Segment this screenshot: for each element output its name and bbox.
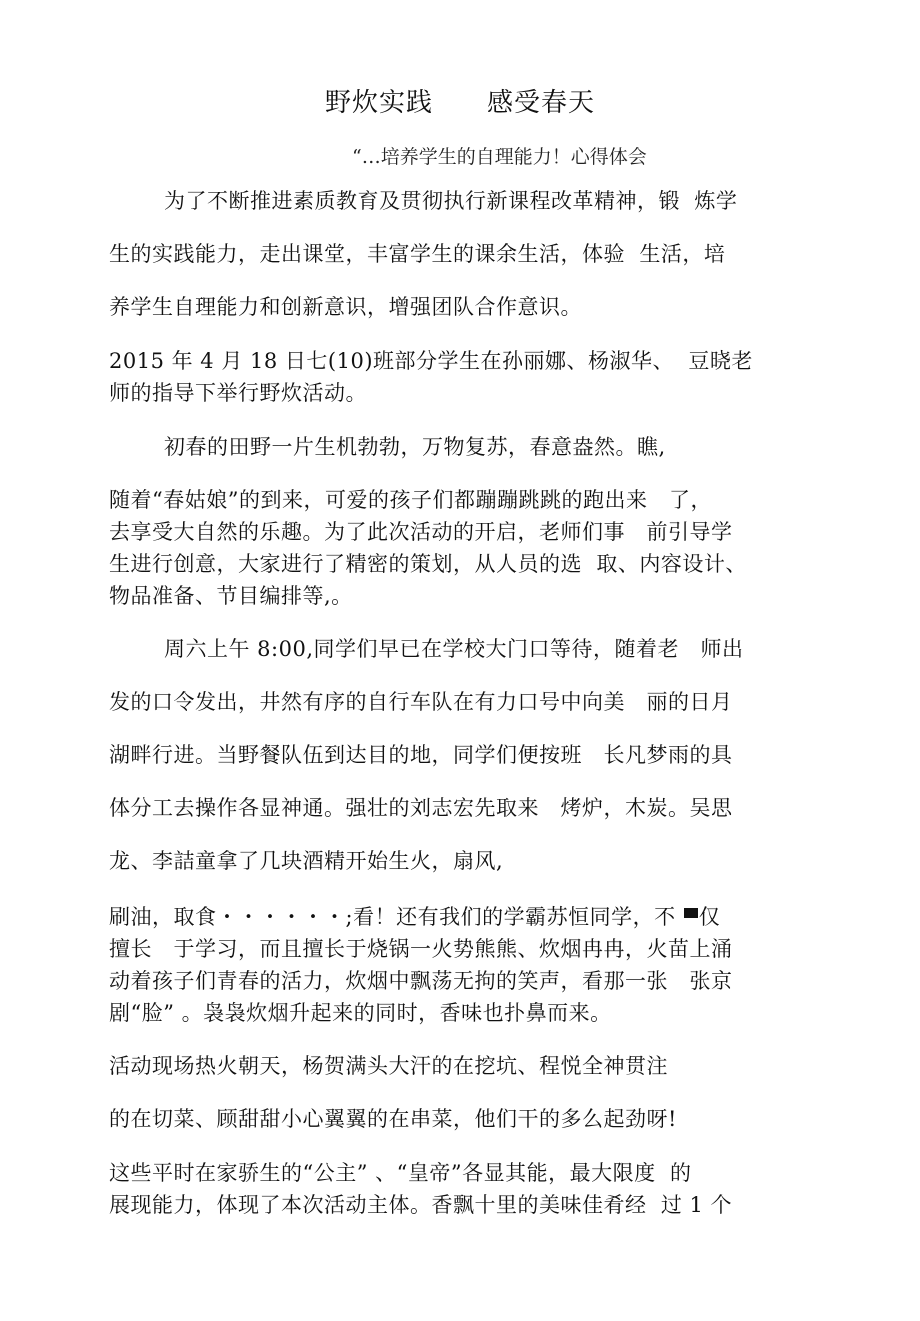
document-title: 野炊实践 感受春天: [324, 88, 595, 118]
broken-glyph-icon: [684, 908, 698, 918]
document-subtitle: “…培养学生的自理能力！心得体会: [352, 146, 647, 168]
paragraph-line: 擅长 于学习，而且擅长于烧锅一火势熊熊、炊烟冉冉，火苗上涌: [109, 937, 733, 961]
paragraph-line: 展现能力，体现了本次活动主体。香飘十里的美味佳肴经 过 1 个: [109, 1193, 733, 1217]
paragraph-line: 周六上午 8:00,同学们早已在学校大门口等待，随着老 师出: [164, 637, 744, 661]
paragraph-line: 2015 年 4 月 18 日七(10)班部分学生在孙丽娜、杨淑华、 豆晓老: [109, 349, 753, 373]
paragraph-line: 生的实践能力，走出课堂，丰富学生的课余生活，体验 生活，培: [109, 242, 726, 266]
paragraph-line: 这些平时在家骄生的“公主” 、“皇帝”各显其能，最大限度 的: [109, 1161, 692, 1185]
paragraph-line-text: 仅: [698, 905, 721, 929]
paragraph-line: 去享受大自然的乐趣。为了此次活动的开启，老师们事 前引导学: [109, 520, 733, 544]
paragraph-line: 初春的田野一片生机勃勃，万物复苏，春意盎然。瞧,: [164, 435, 666, 459]
paragraph-line: [109, 901, 720, 931]
paragraph-line: 活动现场热火朝天，杨贺满头大汗的在挖坑、程悦全神贯注: [109, 1054, 668, 1078]
paragraph-line: 物品准备、节目编排等,。: [109, 584, 353, 608]
paragraph-line: 随着“春姑娘”的到来，可爱的孩子们都蹦蹦跳跳的跑出来 了，: [109, 488, 712, 512]
paragraph-line: 师的指导下举行野炊活动。: [109, 381, 367, 405]
paragraph-line-text: 刷油，取食・・・・・・;看！还有我们的学霸苏恒同学，不: [109, 905, 676, 929]
paragraph-line: 动着孩子们青春的活力，炊烟中飘荡无拘的笑声，看那一张 张京: [109, 969, 733, 993]
paragraph-line: 的在切菜、顾甜甜小心翼翼的在串菜，他们干的多么起劲呀!: [109, 1107, 677, 1131]
paragraph-line: 剧“脸” 。袅袅炊烟升起来的同时，香味也扑鼻而来。: [109, 1001, 612, 1025]
paragraph-line: 体分工去操作各显神通。强壮的刘志宏先取来 烤炉，木炭。吴思: [109, 796, 733, 820]
paragraph-line: 龙、李詰童拿了几块酒精开始生火，扇风,: [109, 849, 504, 873]
paragraph-line: 为了不断推进素质教育及贯彻执行新课程改革精神，锻 炼学: [164, 189, 738, 213]
paragraph-line: 发的口令发出，井然有序的自行车队在有力口号中向美 丽的日月: [109, 690, 733, 714]
paragraph-line: 湖畔行进。当野餐队伍到达目的地，同学们便按班 长凡梦雨的具: [109, 743, 733, 767]
paragraph-line: 养学生自理能力和创新意识，增强团队合作意识。: [109, 295, 582, 319]
paragraph-line: 生进行创意，大家进行了精密的策划，从人员的选 取、内容设计、: [109, 552, 747, 576]
